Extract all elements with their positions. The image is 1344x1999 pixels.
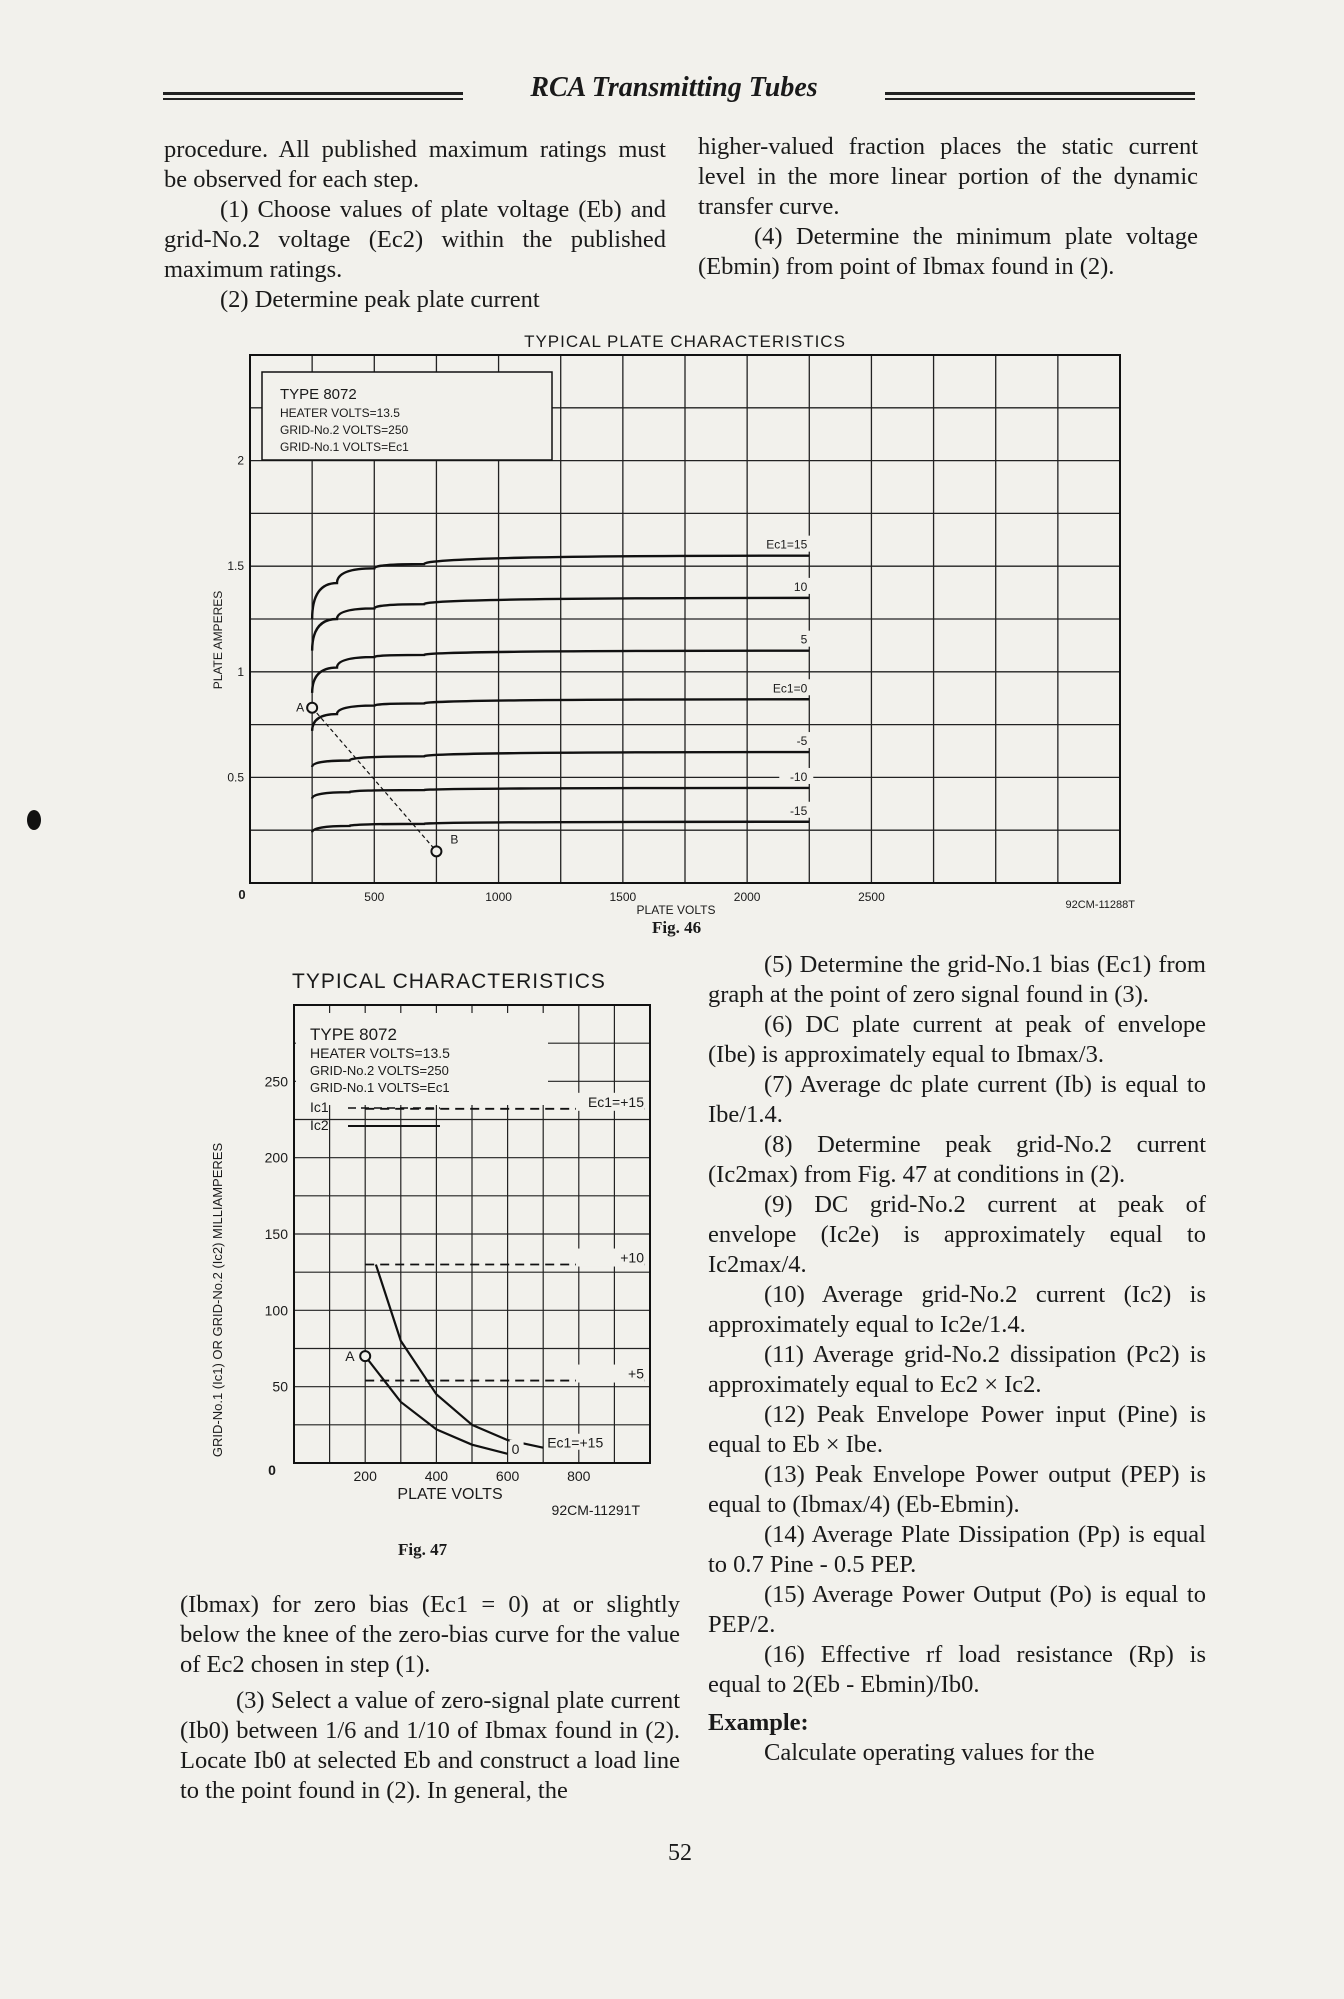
fig47-curves bbox=[345, 1093, 650, 1457]
fig46-curve-label: -15 bbox=[789, 803, 808, 818]
fig46-point-b bbox=[431, 846, 441, 856]
running-title: RCA Transmitting Tubes bbox=[530, 72, 818, 103]
fig47-point-a-label: A bbox=[345, 1348, 355, 1365]
fig46-axes bbox=[227, 454, 885, 904]
step-paragraph: (14) Average Plate Dissipation (Pp) is equal to 0.7 Pine - 0.5 PEP. bbox=[708, 1521, 1206, 1578]
page-header bbox=[163, 72, 1195, 112]
paragraph: (1) Choose values of plate voltage (Eb) and grid-No.2 voltage (Ec2) within the published maximum ratings. bbox=[164, 196, 666, 283]
fig46-tick-x: 0 bbox=[238, 887, 246, 902]
step-paragraph: (7) Average dc plate current (Ib) is equal to Ibe/1.4. bbox=[708, 1071, 1206, 1128]
fig47-tick-y: 100 bbox=[264, 1302, 288, 1319]
fig46-tick-y: 1.5 bbox=[227, 559, 244, 574]
fig46-curve-label: Ec1=0 bbox=[772, 681, 808, 696]
step-paragraph: (13) Peak Envelope Power output (PEP) is equal to (Ibmax/4) (Eb-Ebmin). bbox=[708, 1461, 1206, 1518]
fig46-tick-x: 2000 bbox=[733, 890, 761, 904]
page-number: 52 bbox=[668, 1840, 692, 1866]
step-paragraph: (6) DC plate current at peak of envelope (Ibe) is approximately equal to Ibmax/3. bbox=[708, 1011, 1206, 1068]
fig47-xlabel: PLATE VOLTS bbox=[397, 1486, 503, 1503]
fig46-curve-label: Ec1=15 bbox=[766, 537, 808, 552]
fig47-curve-label: Ec1=+15 bbox=[587, 1093, 644, 1110]
fig47-curve-label: 0 bbox=[511, 1440, 520, 1457]
fig47-tick-x: 400 bbox=[424, 1468, 449, 1484]
step-paragraph: (5) Determine the grid-No.1 bias (Ec1) from graph at the point of zero signal found in (3). bbox=[708, 951, 1206, 1008]
fig47-code: 92CM-11291T bbox=[551, 1502, 640, 1515]
fig47-point-a bbox=[360, 1351, 370, 1361]
fig46-tick-y: 2 bbox=[237, 453, 244, 468]
fig47-legend-ic2: Ic2 bbox=[310, 1117, 329, 1133]
paragraph: procedure. All published maximum ratings must be observed for each step. bbox=[164, 136, 666, 193]
step-paragraph: (8) Determine peak grid-No.2 current (Ic2max) from Fig. 47 at conditions in (2). bbox=[708, 1131, 1206, 1188]
fig46-ylabel: PLATE AMPERES bbox=[211, 590, 225, 690]
fig46-curve-label: -5 bbox=[796, 734, 808, 749]
step-paragraph: (10) Average grid-No.2 current (Ic2) is approximately equal to Ic2e/1.4. bbox=[708, 1281, 1206, 1338]
fig46-info-line: HEATER VOLTS=13.5 bbox=[280, 406, 400, 420]
fig46-point-b-label: B bbox=[450, 832, 459, 847]
fig47-tick-y: 150 bbox=[264, 1226, 288, 1242]
fig47-tick-x: 200 bbox=[353, 1468, 377, 1484]
step-paragraph: (12) Peak Envelope Power input (Pine) is equal to Eb × Ibe. bbox=[708, 1401, 1206, 1458]
fig47-tick-y: 50 bbox=[272, 1378, 288, 1395]
fig46-tick-y: 1 bbox=[237, 664, 244, 679]
paragraph: higher-valued fraction places the static current level in the more linear portion of the dynamic transfer curve. bbox=[698, 133, 1198, 220]
paragraph: (2) Determine peak plate current bbox=[220, 286, 540, 313]
fig46-info-line: TYPE 8072 bbox=[280, 386, 357, 403]
fig46-info-line: GRID-No.2 VOLTS=250 bbox=[280, 423, 409, 437]
fig47-info-line: GRID-No.2 VOLTS=250 bbox=[310, 1063, 449, 1078]
fig46-tick-x: 500 bbox=[364, 890, 385, 904]
fig46-curve-label: 5 bbox=[800, 632, 808, 647]
step-paragraph: (11) Average grid-No.2 dissipation (Pc2) is approximately equal to Ec2 × Ic2. bbox=[708, 1341, 1206, 1398]
fig46-xlabel: PLATE VOLTS bbox=[636, 903, 716, 917]
fig47-tick-x: 0 bbox=[268, 1462, 276, 1478]
fig46-tick-x: 2500 bbox=[858, 890, 885, 904]
fig46-title: TYPICAL PLATE CHARACTERISTICS bbox=[524, 332, 846, 351]
step-paragraph: (16) Effective rf load resistance (Rp) is equal to 2(Eb - Ebmin)/Ib0. bbox=[708, 1641, 1206, 1698]
fig47-tick-x: 600 bbox=[495, 1468, 520, 1484]
fig46-point-a-label: A bbox=[296, 700, 305, 715]
right-column-steps bbox=[708, 950, 1206, 1768]
fig46-info-line: GRID-No.1 VOLTS=Ec1 bbox=[280, 440, 409, 454]
fig47-tick-y: 250 bbox=[264, 1073, 288, 1090]
example-text: Calculate operating values for the bbox=[764, 1739, 1095, 1766]
margin-ink-mark bbox=[27, 810, 41, 830]
fig47-info-line: TYPE 8072 bbox=[310, 1025, 397, 1044]
fig46-tick-y: 0.5 bbox=[227, 770, 244, 785]
fig47-legend-ic1: Ic1 bbox=[310, 1099, 329, 1115]
fig47-title: TYPICAL CHARACTERISTICS bbox=[292, 970, 606, 993]
fig47-ylabel: GRID-No.1 (Ic1) OR GRID-No.2 (Ic2) MILLIAMPERES bbox=[210, 1142, 225, 1458]
left-column-top bbox=[164, 135, 666, 315]
paragraph: (3) Select a value of zero-signal plate current (Ib0) between 1/6 and 1/10 of Ibmax found in (2). Locate Ib0 at selected Eb and construct a load line to the point found in (2). In general, the bbox=[180, 1687, 680, 1804]
fig46-chart bbox=[200, 350, 1160, 950]
fig47-curve-label: Ec1=+15 bbox=[547, 1434, 604, 1451]
fig47-chart bbox=[200, 995, 660, 1515]
fig46-tick-x: 1500 bbox=[609, 890, 637, 904]
fig46-point-a bbox=[307, 703, 317, 713]
right-column-top bbox=[698, 132, 1198, 282]
header-rule-left bbox=[163, 92, 463, 100]
fig46-code: 92CM-11288T bbox=[1065, 899, 1135, 911]
fig47-curve-label: +5 bbox=[628, 1365, 644, 1382]
header-rule-right bbox=[885, 92, 1195, 100]
fig47-info-line: HEATER VOLTS=13.5 bbox=[310, 1045, 450, 1061]
step-paragraph: (15) Average Power Output (Po) is equal to PEP/2. bbox=[708, 1581, 1206, 1638]
fig47-caption: Fig. 47 bbox=[398, 1540, 448, 1559]
paragraph: (Ibmax) for zero bias (Ec1 = 0) at or slightly below the knee of the zero-bias curve for the value of Ec2 chosen in step (1). bbox=[180, 1591, 680, 1678]
fig46-caption: Fig. 46 bbox=[652, 918, 702, 937]
fig47-tick-x: 800 bbox=[567, 1468, 591, 1484]
fig46-curve-label: -10 bbox=[789, 769, 808, 784]
fig46-curve-label: 10 bbox=[793, 579, 808, 594]
fig47-info-line: GRID-No.1 VOLTS=Ec1 bbox=[310, 1080, 450, 1095]
fig46-curve-label-bg bbox=[779, 631, 813, 647]
fig47-curve-label: +10 bbox=[620, 1249, 644, 1266]
example-heading: Example: bbox=[708, 1709, 809, 1736]
fig46-tick-x: 1000 bbox=[485, 890, 512, 904]
paragraph: (4) Determine the minimum plate voltage (Ebmin) from point of Ibmax found in (2). bbox=[698, 223, 1198, 280]
left-column-bottom bbox=[180, 1590, 680, 1806]
step-paragraph: (9) DC grid-No.2 current at peak of envelope (Ic2e) is approximately equal to Ic2max/4. bbox=[708, 1191, 1206, 1278]
fig47-tick-y: 200 bbox=[264, 1149, 288, 1166]
